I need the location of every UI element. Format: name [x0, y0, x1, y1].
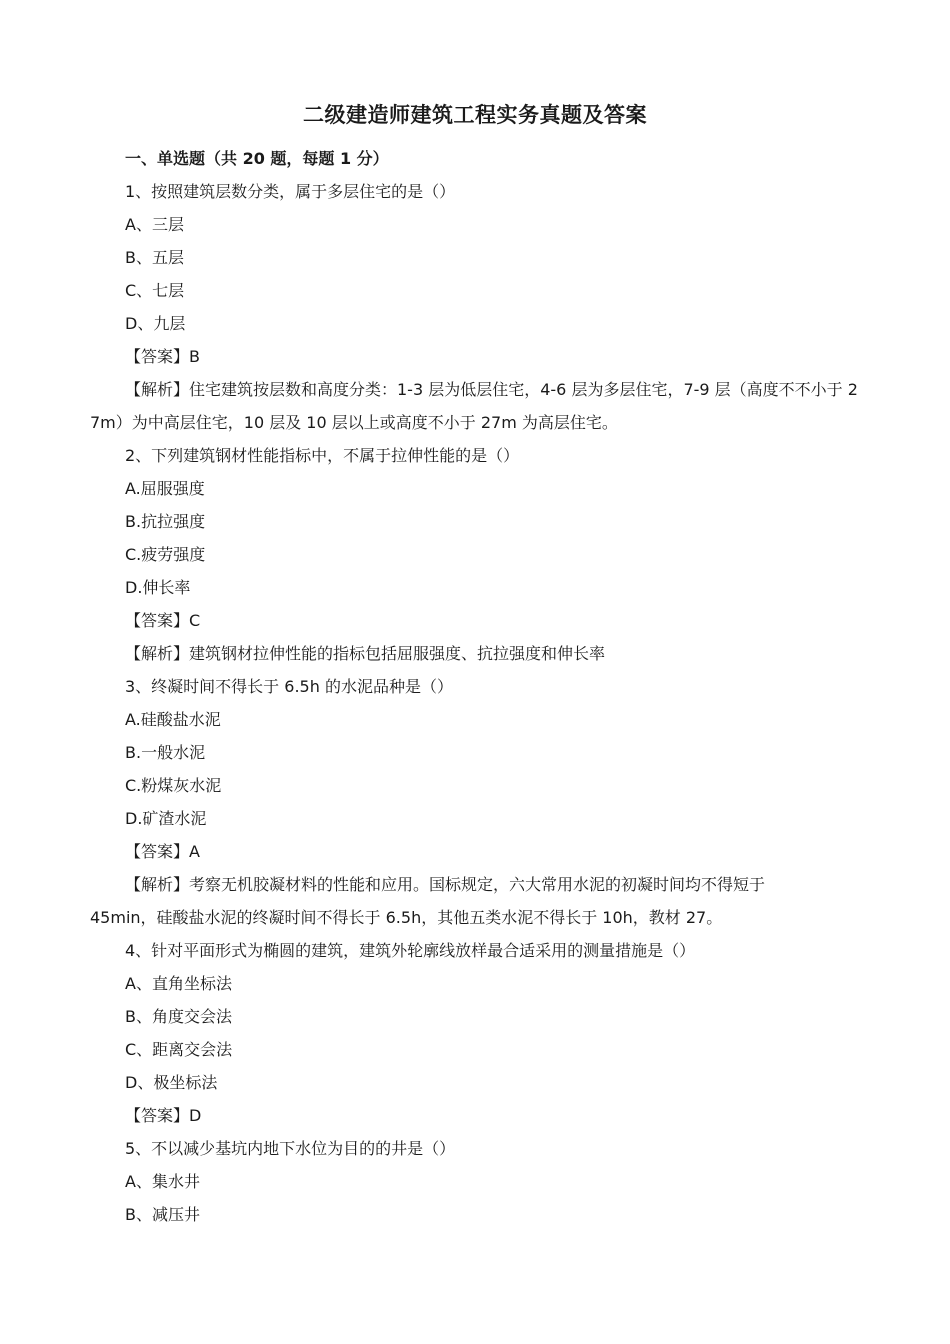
question-stem: 2、下列建筑钢材性能指标中，不属于拉伸性能的是（） [125, 446, 520, 465]
question-stem: 3、终凝时间不得长于 6.5h 的水泥品种是（） [125, 677, 453, 696]
question-option: A、集水井 [125, 1172, 200, 1191]
question-answer: 【答案】B [125, 347, 200, 366]
question-option: D、极坐标法 [125, 1073, 218, 1092]
question-option: D.伸长率 [125, 578, 191, 597]
question-analysis: 【解析】建筑钢材拉伸性能的指标包括屈服强度、抗拉强度和伸长率 [125, 644, 606, 663]
question-option: A、三层 [125, 215, 184, 234]
question-option: B、角度交会法 [125, 1007, 232, 1026]
question-analysis-continued: 45min，硅酸盐水泥的终凝时间不得长于 6.5h，其他五类水泥不得长于 10h，教材 27。 [90, 908, 723, 927]
question-option: C、距离交会法 [125, 1040, 233, 1059]
question-option: B、五层 [125, 248, 184, 267]
question-option: D、九层 [125, 314, 186, 333]
section-heading: 一、单选题（共 20 题，每题 1 分） [125, 149, 389, 168]
question-stem: 5、不以减少基坑内地下水位为目的的井是（） [125, 1139, 456, 1158]
question-option: B.抗拉强度 [125, 512, 206, 531]
question-option: C.粉煤灰水泥 [125, 776, 222, 795]
question-option: A.屈服强度 [125, 479, 205, 498]
question-stem: 1、按照建筑层数分类，属于多层住宅的是（） [125, 182, 456, 201]
question-analysis: 【解析】住宅建筑按层数和高度分类：1-3 层为低层住宅，4-6 层为多层住宅，7-9 层（高度不不小于 27m）为中高层住宅，10 层及 10 层以上或高度不小于 27m 为高层住宅。 [90, 380, 858, 432]
document-title: 二级建造师建筑工程实务真题及答案 [303, 103, 647, 127]
question-analysis: 【解析】考察无机胶凝材料的性能和应用。国标规定，六大常用水泥的初凝时间均不得短于 [125, 875, 766, 894]
question-option: B、减压井 [125, 1205, 200, 1224]
question-option: A.硅酸盐水泥 [125, 710, 221, 729]
document-body [90, 142, 860, 1231]
question-stem: 4、针对平面形式为椭圆的建筑，建筑外轮廓线放样最合适采用的测量措施是（） [125, 941, 696, 960]
question-answer: 【答案】C [125, 611, 201, 630]
question-option: C.疲劳强度 [125, 545, 206, 564]
question-option: C、七层 [125, 281, 185, 300]
question-option: A、直角坐标法 [125, 974, 232, 993]
question-option: B.一般水泥 [125, 743, 206, 762]
question-answer: 【答案】D [125, 1106, 202, 1125]
question-option: D.矿渣水泥 [125, 809, 207, 828]
question-answer: 【答案】A [125, 842, 200, 861]
